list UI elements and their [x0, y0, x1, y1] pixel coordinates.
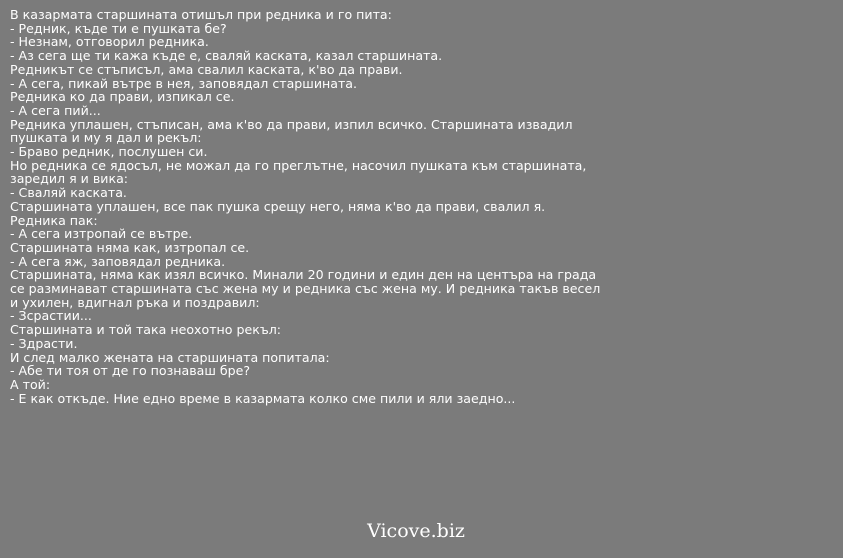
joke-line: - Незнам, отговорил редника. — [10, 34, 209, 50]
joke-line: Старшината уплашен, все пак пушка срещу него, няма к'во да прави, свалил я. — [10, 198, 546, 214]
joke-line: - Зсрастии... — [10, 308, 92, 324]
joke-line: В казармата старшината отишъл при редника и го пита: — [10, 7, 392, 22]
joke-line: Старшината и той така неохотно рекъл: — [10, 322, 282, 338]
joke-line: - Е как откъде. Ние едно време в казармата колко сме пили и яли заедно... — [10, 390, 516, 406]
joke-line: заредил я и вика: — [10, 171, 129, 187]
joke-line: Но редника се ядосъл, не можал да го преглътне, насочил пушката към старшината, — [10, 157, 587, 173]
joke-text — [10, 7, 601, 406]
joke-line: - Аз сега ще ти кажа къде е, сваляй каската, казал старшината. — [10, 48, 443, 64]
joke-line: - Абе ти тоя от де го познаваш бре? — [10, 363, 251, 379]
joke-line: Редника ко да прави, изпикал се. — [10, 89, 235, 105]
joke-line: - А сега, пикай вътре в нея, заповядал старшината. — [10, 75, 358, 91]
joke-line: Редникът се стъписъл, ама свалил каската, к'во да прави. — [10, 61, 403, 77]
joke-line: И след малко жената на старшината попитала: — [10, 349, 330, 365]
joke-line: Старшината няма как, изтропал се. — [10, 239, 250, 255]
joke-line: - Браво редник, послушен си. — [10, 144, 208, 160]
joke-line: Редника пак: — [10, 212, 98, 228]
joke-line: и ухилен, вдигнал ръка и поздравил: — [10, 294, 260, 310]
joke-line: - Здрасти. — [10, 335, 78, 351]
joke-line: Редника уплашен, стъписан, ама к'во да прави, изпил всичко. Старшината извадил — [10, 116, 573, 132]
joke-line: - А сега изтропай се вътре. — [10, 226, 193, 242]
joke-line: - Сваляй каската. — [10, 185, 127, 201]
joke-line: - А сега пий... — [10, 102, 101, 118]
joke-line: - Редник, къде ти е пушката бе? — [10, 20, 227, 36]
joke-line: - А сега яж, заповядал редника. — [10, 253, 226, 269]
joke-line: А той: — [10, 376, 51, 392]
joke-line: се разминават старшината със жена му и редника със жена му. И редника такъв весел — [10, 281, 601, 297]
site-credit: Vicove.biz — [367, 520, 465, 542]
joke-line: Старшината, няма как изял всичко. Минали 20 години и един ден на центъра на града — [10, 267, 597, 283]
joke-line: пушката и му я дал и рекъл: — [10, 130, 202, 146]
